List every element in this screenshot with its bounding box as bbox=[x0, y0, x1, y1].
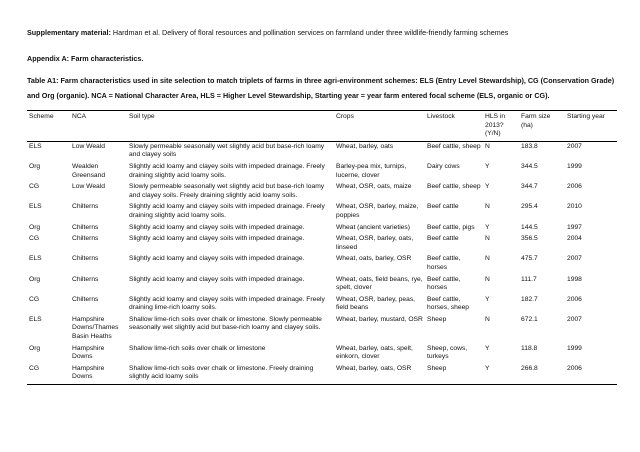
cell-scheme: CG bbox=[29, 364, 40, 372]
cell-crops: Wheat, OSR, barley, oats, linseed bbox=[336, 235, 414, 251]
cell-soil-type: Shallow lime-rich soils over chalk or limestone bbox=[129, 344, 266, 352]
cell-hls: Y bbox=[485, 344, 490, 352]
cell-livestock: Dairy cows bbox=[427, 162, 460, 170]
cell-farm-size: 344.7 bbox=[521, 183, 538, 191]
cell-nca: Hampshire Downs bbox=[72, 364, 105, 381]
cell-nca: Chilterns bbox=[72, 223, 99, 231]
cell-crops: Wheat, OSR, barley, peas, field beans bbox=[336, 295, 416, 312]
table-row bbox=[27, 344, 617, 364]
cell-starting-year: 2006 bbox=[567, 295, 582, 303]
cell-farm-size: 111.7 bbox=[521, 275, 537, 283]
cell-starting-year: 1998 bbox=[567, 275, 582, 283]
cell-scheme: ELS bbox=[29, 315, 42, 323]
cell-nca: Chilterns bbox=[72, 255, 99, 263]
cell-nca: Hampshire Downs bbox=[72, 344, 105, 361]
appendix-title: Appendix A: Farm characteristics. bbox=[27, 54, 144, 63]
cell-hls: Y bbox=[485, 223, 490, 231]
cell-livestock: Sheep, cows, turkeys bbox=[427, 344, 468, 361]
supplementary-text: Hardman et al. Delivery of floral resources and pollination services on farmland under three wildlife-friendly farming schemes bbox=[110, 28, 509, 37]
cell-nca: Chilterns bbox=[72, 295, 99, 303]
cell-scheme: CG bbox=[29, 295, 40, 303]
cell-scheme: ELS bbox=[29, 142, 42, 150]
cell-farm-size: 295.4 bbox=[521, 203, 538, 211]
cell-crops: Wheat, barley, oats bbox=[336, 142, 394, 150]
cell-starting-year: 2010 bbox=[567, 203, 582, 211]
cell-starting-year: 2007 bbox=[567, 315, 582, 323]
cell-soil-type: Slightly acid loamy and clayey soils with impeded drainage. Freely draining slightly acid loamy soils. bbox=[129, 162, 325, 179]
table-row bbox=[27, 202, 617, 222]
cell-soil-type: Slightly acid loamy and clayey soils with impeded drainage. Freely draining slightly acid loamy soils. bbox=[129, 203, 325, 219]
cell-nca: Low Weald bbox=[72, 183, 105, 191]
table-caption: Table A1: Farm characteristics used in site selection to match triplets of farms in three agri-environment schemes: ELS (Entry Level Stewardship), CG (Conservation Grade) and Org (organic). NCA = National Character Area, HLS = Higher Level Stewardship, Starting year = year farm entered focal scheme (ELS, organic or CG). bbox=[27, 76, 615, 100]
header-livestock: Livestock bbox=[427, 113, 455, 120]
cell-farm-size: 344.5 bbox=[521, 162, 538, 170]
cell-livestock: Sheep bbox=[427, 315, 447, 323]
cell-livestock: Beef cattle, pigs bbox=[427, 223, 475, 231]
cell-nca: Chilterns bbox=[72, 275, 99, 283]
cell-scheme: Org bbox=[29, 223, 41, 231]
cell-soil-type: Slightly acid loamy and clayey soils with impeded drainage. bbox=[129, 235, 305, 243]
cell-nca: Wealden Greensand bbox=[72, 162, 106, 179]
cell-hls: Y bbox=[485, 162, 490, 170]
cell-hls: N bbox=[485, 203, 490, 211]
cell-hls: N bbox=[485, 255, 490, 263]
cell-soil-type: Shallow lime-rich soils over chalk or limestone. Slowly permeable seasonally wet slightly acid but base-rich loamy and clayey soils. bbox=[129, 315, 322, 332]
cell-crops: Barley-pea mix, turnips, lucerne, clover bbox=[336, 162, 407, 179]
cell-nca: Chilterns bbox=[72, 235, 99, 243]
cell-livestock: Beef cattle, horses, sheep bbox=[427, 295, 470, 312]
cell-nca: Hampshire Downs/Thames Basin Heaths bbox=[72, 315, 119, 341]
cell-starting-year: 2004 bbox=[567, 235, 582, 243]
cell-soil-type: Slightly acid loamy and clayey soils with impeded drainage. bbox=[129, 275, 305, 283]
cell-starting-year: 1999 bbox=[567, 344, 582, 352]
header-starting-year: Starting year bbox=[567, 113, 605, 120]
cell-farm-size: 475.7 bbox=[521, 255, 538, 263]
cell-scheme: CG bbox=[29, 183, 40, 191]
table-row bbox=[27, 141, 617, 162]
cell-starting-year: 2006 bbox=[567, 183, 582, 191]
table-row bbox=[27, 315, 617, 344]
cell-starting-year: 1999 bbox=[567, 162, 582, 170]
cell-crops: Wheat, barley, oats, spelt, einkorn, clover bbox=[336, 344, 413, 361]
cell-crops: Wheat (ancient varieties) bbox=[336, 223, 410, 231]
cell-livestock: Sheep bbox=[427, 364, 447, 372]
cell-hls: Y bbox=[485, 295, 490, 303]
cell-hls: N bbox=[485, 142, 490, 150]
table-header-row bbox=[27, 111, 617, 142]
cell-hls: N bbox=[485, 315, 490, 323]
cell-crops: Wheat, barley, mustard, OSR bbox=[336, 315, 423, 323]
header-farm-size: Farm size (ha) bbox=[521, 113, 551, 129]
cell-scheme: Org bbox=[29, 162, 41, 170]
cell-soil-type: Slowly permeable seasonally wet slightly acid but base-rich loamy and clayey soils bbox=[129, 142, 325, 159]
cell-hls: Y bbox=[485, 364, 490, 372]
cell-farm-size: 672.1 bbox=[521, 315, 538, 323]
cell-livestock: Beef cattle, sheep bbox=[427, 183, 481, 191]
cell-crops: Wheat, oats, barley, OSR bbox=[336, 255, 412, 263]
cell-starting-year: 2007 bbox=[567, 142, 582, 150]
cell-starting-year: 2007 bbox=[567, 255, 582, 263]
cell-scheme: Org bbox=[29, 344, 41, 352]
supplementary-label: Supplementary material: bbox=[27, 28, 111, 37]
cell-farm-size: 144.5 bbox=[521, 223, 538, 231]
header-hls: HLS in 2013? (Y/N) bbox=[485, 113, 506, 138]
cell-soil-type: Shallow lime-rich soils over chalk or limestone. Freely draining slightly acid loamy soils bbox=[129, 364, 314, 381]
cell-starting-year: 2006 bbox=[567, 364, 582, 372]
cell-nca: Chilterns bbox=[72, 203, 99, 211]
table-row bbox=[27, 254, 617, 274]
cell-livestock: Beef cattle bbox=[427, 203, 459, 211]
cell-crops: Wheat, OSR, barley, maize, poppies bbox=[336, 203, 419, 219]
table-row bbox=[27, 162, 617, 182]
cell-livestock: Beef cattle bbox=[427, 235, 459, 243]
header-crops: Crops bbox=[336, 113, 354, 120]
cell-livestock: Beef cattle, horses bbox=[427, 255, 461, 271]
cell-starting-year: 1997 bbox=[567, 223, 582, 231]
table-row bbox=[27, 234, 617, 254]
cell-crops: Wheat, OSR, oats, maize bbox=[336, 183, 412, 191]
cell-soil-type: Slightly acid loamy and clayey soils with impeded drainage. Freely draining lime-rich loamy soils. bbox=[129, 295, 325, 312]
cell-crops: Wheat, barley, oats, OSR bbox=[336, 364, 412, 372]
cell-hls: Y bbox=[485, 183, 490, 191]
cell-nca: Low Weald bbox=[72, 142, 105, 150]
cell-farm-size: 182.7 bbox=[521, 295, 538, 303]
cell-farm-size: 356.5 bbox=[521, 235, 538, 243]
header-soil-type: Soil type bbox=[129, 113, 155, 120]
table-row bbox=[27, 182, 617, 202]
cell-scheme: ELS bbox=[29, 203, 42, 211]
table-row bbox=[27, 275, 617, 295]
cell-scheme: CG bbox=[29, 235, 40, 243]
table-row bbox=[27, 295, 617, 315]
table-row bbox=[27, 223, 617, 235]
cell-farm-size: 266.8 bbox=[521, 364, 538, 372]
cell-scheme: Org bbox=[29, 275, 41, 283]
cell-livestock: Beef cattle, sheep bbox=[427, 142, 481, 150]
cell-soil-type: Slightly acid loamy and clayey soils with impeded drainage. bbox=[129, 255, 305, 263]
cell-soil-type: Slightly acid loamy and clayey soils with impeded drainage. bbox=[129, 223, 305, 231]
cell-scheme: ELS bbox=[29, 255, 42, 263]
cell-soil-type: Slowly permeable seasonally wet slightly acid but base-rich loamy and clayey soils. Freely draining slightly acid loamy soils. bbox=[129, 183, 325, 199]
farm-characteristics-table bbox=[27, 110, 617, 385]
header-scheme: Scheme bbox=[29, 113, 54, 120]
cell-farm-size: 183.8 bbox=[521, 142, 538, 150]
cell-crops: Wheat, oats, field beans, rye, spelt, clover bbox=[336, 275, 423, 292]
header-nca: NCA bbox=[72, 113, 87, 120]
cell-hls: N bbox=[485, 275, 490, 283]
cell-livestock: Beef cattle, horses bbox=[427, 275, 461, 292]
cell-farm-size: 118.8 bbox=[521, 344, 538, 352]
supplementary-line bbox=[27, 28, 508, 37]
cell-hls: N bbox=[485, 235, 490, 243]
table-row bbox=[27, 364, 617, 385]
